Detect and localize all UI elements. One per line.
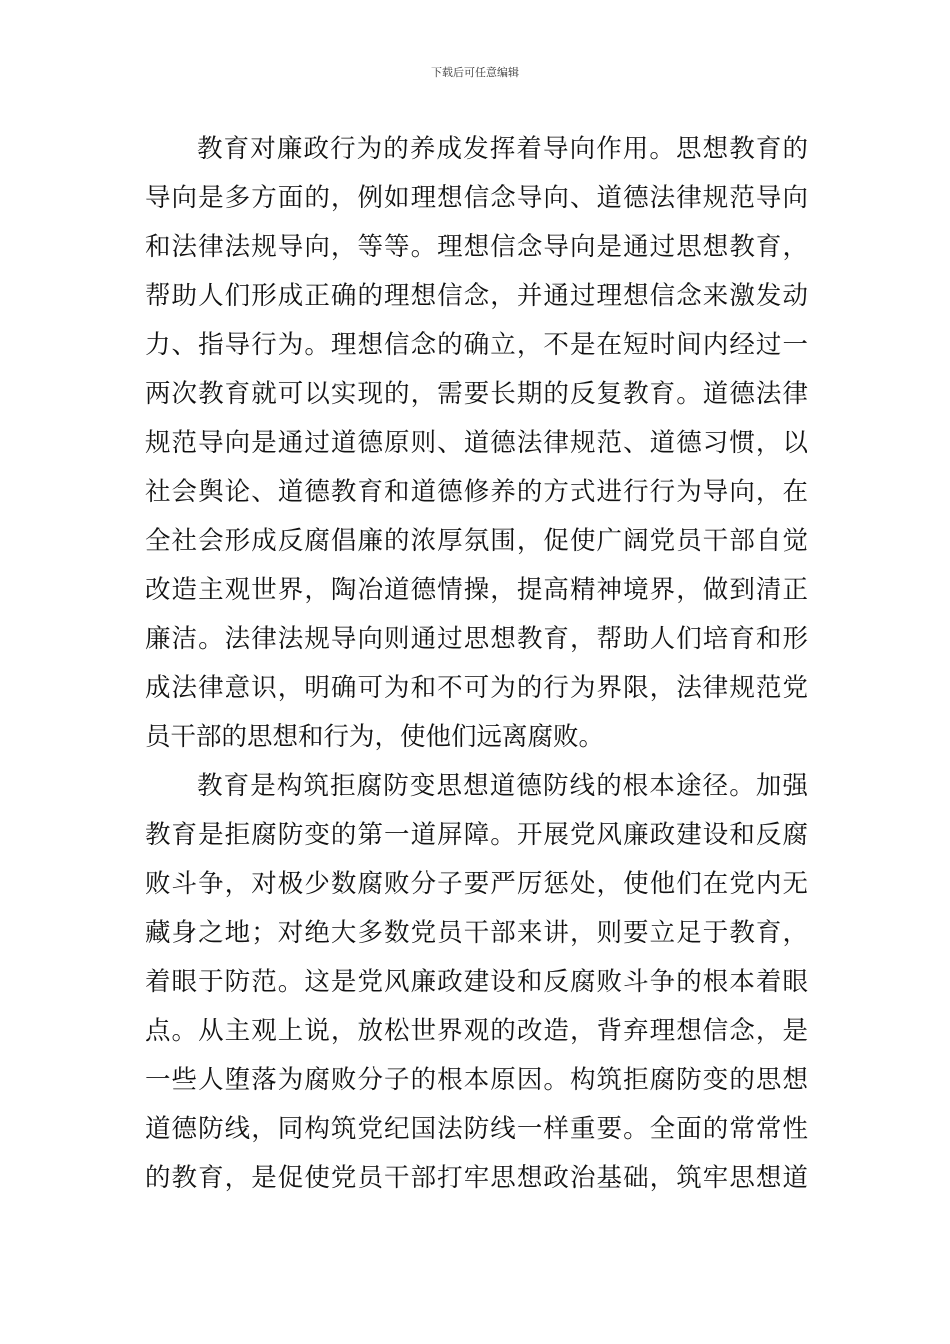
text-line: 成法律意识，明确可为和不可为的行为界限，法律规范党: [145, 673, 808, 703]
page-header: 下载后可任意编辑: [431, 66, 519, 79]
text-line: 教育是拒腐防变的第一道屏障。开展党风廉政建设和反腐: [145, 820, 808, 850]
text-line: 规范导向是通过道德原则、道德法律规范、道德习惯，以: [145, 428, 808, 458]
text-line: 教育是构筑拒腐防变思想道德防线的根本途径。加强: [197, 771, 808, 801]
text-line: 藏身之地；对绝大多数党员干部来讲，则要立足于教育，: [145, 918, 808, 948]
text-line: 教育对廉政行为的养成发挥着导向作用。思想教育的: [197, 134, 808, 164]
text-line: 和法律法规导向，等等。理想信念导向是通过思想教育，: [145, 232, 808, 262]
text-line: 两次教育就可以实现的，需要长期的反复教育。道德法律: [145, 379, 808, 409]
text-line: 员干部的思想和行为，使他们远离腐败。: [145, 722, 605, 752]
document-body: [145, 125, 808, 1203]
text-line: 点。从主观上说，放松世界观的改造，背弃理想信念，是: [145, 1016, 808, 1046]
text-line: 改造主观世界，陶冶道德情操，提高精神境界，做到清正: [145, 575, 808, 605]
text-line: 社会舆论、道德教育和道德修养的方式进行行为导向，在: [145, 477, 808, 507]
text-line: 导向是多方面的，例如理想信念导向、道德法律规范导向: [145, 183, 808, 213]
text-line: 道德防线，同构筑党纪国法防线一样重要。全面的常常性: [145, 1114, 808, 1144]
text-line: 全社会形成反腐倡廉的浓厚氛围，促使广阔党员干部自觉: [145, 526, 808, 556]
text-line: 力、指导行为。理想信念的确立，不是在短时间内经过一: [145, 330, 808, 360]
text-line: 的教育，是促使党员干部打牢思想政治基础，筑牢思想道: [145, 1163, 808, 1193]
text-line: 着眼于防范。这是党风廉政建设和反腐败斗争的根本着眼: [145, 967, 808, 997]
paragraph-2: [145, 762, 808, 1203]
text-line: 一些人堕落为腐败分子的根本原因。构筑拒腐防变的思想: [145, 1065, 808, 1095]
paragraph-1: [145, 125, 808, 762]
text-line: 帮助人们形成正确的理想信念，并通过理想信念来激发动: [145, 281, 808, 311]
text-line: 败斗争，对极少数腐败分子要严厉惩处，使他们在党内无: [145, 869, 808, 899]
text-line: 廉洁。法律法规导向则通过思想教育，帮助人们培育和形: [145, 624, 808, 654]
